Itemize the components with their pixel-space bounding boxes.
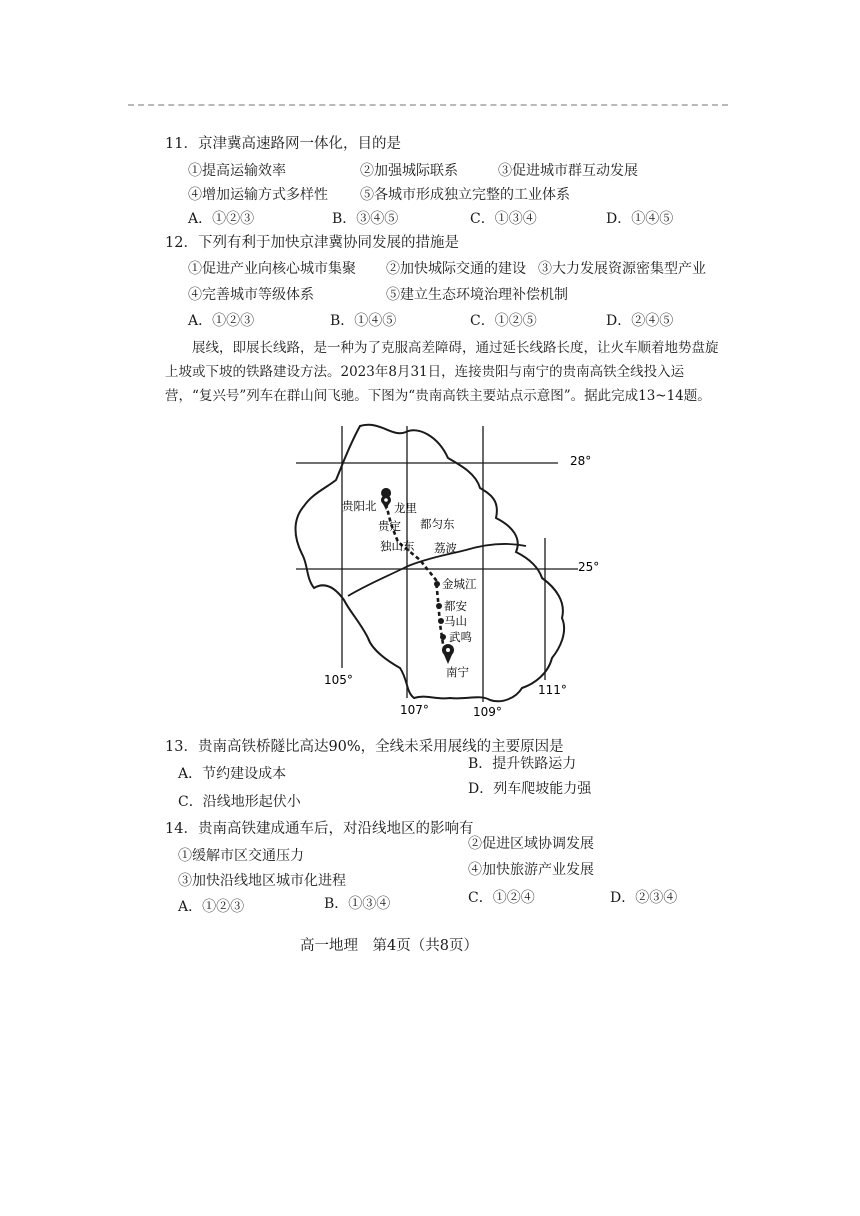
- station-guiyangbei: 贵阳北: [342, 499, 377, 513]
- q11-option-a[interactable]: A．①②③: [188, 211, 255, 227]
- station-longli: 龙里: [394, 501, 417, 515]
- q14-item-4: ④加快旅游产业发展: [468, 862, 594, 878]
- station-dot-jinchengjiang: [434, 581, 440, 587]
- lon-label-107: 107°: [400, 703, 429, 717]
- end-pin-hole: [446, 648, 450, 652]
- passage: [165, 336, 730, 408]
- station-guiding: 贵定: [378, 519, 401, 533]
- q12-option-d[interactable]: D．②④⑤: [606, 313, 674, 329]
- q14-option-a[interactable]: A．①②③: [178, 899, 245, 915]
- q13-option-d[interactable]: D．列车爬坡能力强: [468, 781, 592, 797]
- start-pin-hole: [384, 498, 388, 502]
- q11-option-b[interactable]: B．③④⑤: [332, 211, 399, 227]
- lat-label-25: 25°: [578, 560, 600, 574]
- lon-label-111: 111°: [538, 683, 567, 697]
- q14-item-3: ③加快沿线地区城市化进程: [178, 873, 346, 889]
- q11-item-3: ③促进城市群互动发展: [498, 163, 638, 179]
- q13-stem: 13．贵南高铁桥隧比高达90%，全线未采用展线的主要原因是: [165, 739, 564, 755]
- q11-item-5: ⑤各城市形成独立完整的工业体系: [360, 187, 570, 203]
- q11-stem: 11．京津冀高速路网一体化，目的是: [165, 136, 401, 152]
- lat-label-28: 28°: [570, 454, 592, 468]
- q14-item-2: ②促进区域协调发展: [468, 836, 594, 852]
- q12-item-3: ③大力发展资源密集型产业: [538, 261, 706, 277]
- q12-option-b[interactable]: B．①④⑤: [330, 313, 397, 329]
- q13-option-b[interactable]: B．提升铁路运力: [468, 756, 577, 772]
- q11-item-2: ②加强城际联系: [360, 163, 458, 179]
- lon-label-105: 105°: [324, 673, 353, 687]
- q11-item-1: ①提高运输效率: [188, 163, 286, 179]
- station-dot-duan: [436, 603, 442, 609]
- q14-option-b[interactable]: B．①③④: [324, 896, 391, 912]
- q14-option-c[interactable]: C．①②④: [468, 890, 535, 906]
- lon-label-109: 109°: [473, 705, 502, 719]
- q11-option-d[interactable]: D．①④⑤: [606, 211, 674, 227]
- q12-item-5: ⑤建立生态环境治理补偿机制: [386, 287, 568, 303]
- station-duyundong: 都匀东: [420, 517, 455, 531]
- q12-option-a[interactable]: A．①②③: [188, 313, 255, 329]
- scan-edge-line: [128, 104, 728, 106]
- page-footer: 高一地理 第4页（共8页）: [300, 938, 478, 954]
- station-nanning: 南宁: [446, 665, 469, 679]
- station-jinchengjiang: 金城江: [442, 577, 477, 591]
- q14-option-d[interactable]: D．②③④: [610, 890, 678, 906]
- q12-item-2: ②加快城际交通的建设: [386, 261, 526, 277]
- q12-stem: 12．下列有利于加快京津冀协同发展的措施是: [165, 235, 459, 251]
- guinan-railway-map: [290, 418, 610, 723]
- q14-item-1: ①缓解市区交通压力: [178, 848, 304, 864]
- passage-text: 展线，即展长线路，是一种为了克服高差障碍，通过延长线路长度，让火车顺着地势盘旋上坡或下坡的铁路建设方法。2023年8月31日，连接贵阳与南宁的贵南高铁全线投入运营，“复兴号”列车在群山间飞驰。下图为“贵南高铁主要站点示意图”。据此完成13~14题。: [165, 340, 719, 404]
- q11-option-c[interactable]: C．①③④: [470, 211, 537, 227]
- q14-stem: 14．贵南高铁建成通车后，对沿线地区的影响有: [165, 821, 474, 837]
- q11-item-4: ④增加运输方式多样性: [188, 187, 328, 203]
- q12-item-1: ①促进产业向核心城市集聚: [188, 261, 356, 277]
- station-mashan: 马山: [444, 614, 467, 628]
- q12-item-4: ④完善城市等级体系: [188, 287, 314, 303]
- region-outline: [296, 425, 565, 701]
- q13-option-c[interactable]: C．沿线地形起伏小: [178, 794, 301, 810]
- station-libo: 荔波: [434, 541, 457, 555]
- station-dot-wuming: [440, 634, 446, 640]
- q12-option-c[interactable]: C．①②⑤: [470, 313, 537, 329]
- station-wuming: 武鸣: [449, 630, 472, 644]
- station-duan: 都安: [444, 599, 467, 613]
- q13-option-a[interactable]: A．节约建设成本: [178, 766, 287, 782]
- station-dushandong: 独山东: [380, 539, 415, 553]
